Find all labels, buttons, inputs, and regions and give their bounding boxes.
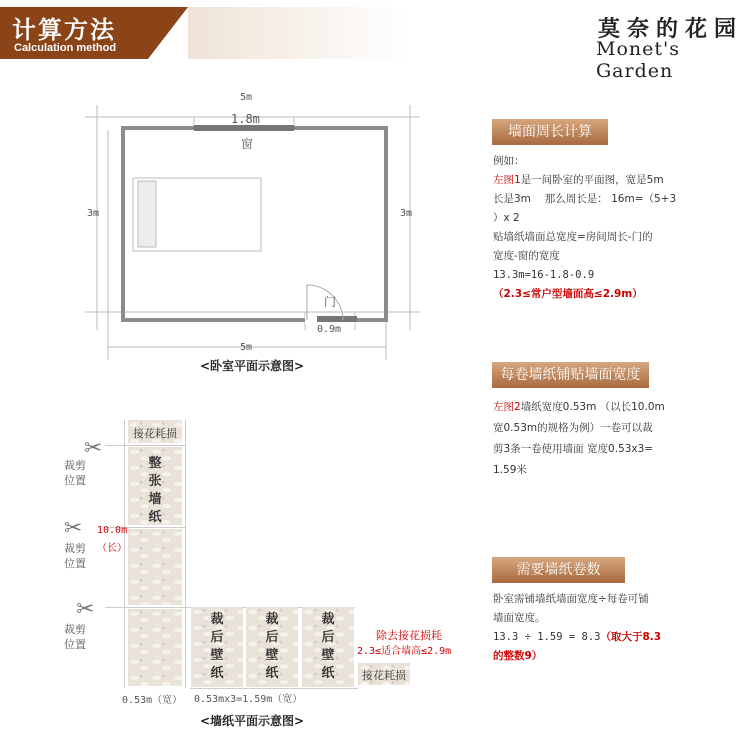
perimeter-line-6: 宽度-窗的宽度 <box>493 250 560 262</box>
perimeter-line-3: 长是3m 那么周长是： 16m=（5+3 <box>493 193 677 205</box>
wallpaper-plan-caption: <墙纸平面示意图> <box>200 714 305 728</box>
perimeter-line-5: 贴墙纸墙面总宽度=房间周长-门的 <box>493 231 653 243</box>
cut-text-3: 裁剪位置 <box>64 623 86 651</box>
window-width: 1.8m <box>231 112 260 126</box>
strip1-char-3: 壁 <box>210 648 224 663</box>
roll-length-sub: （长） <box>97 543 127 554</box>
page-subtitle: Calculation method <box>14 42 117 54</box>
strip1-char-2: 后 <box>210 630 224 645</box>
whole-roll-label <box>128 455 182 527</box>
cut-strip-1-label <box>191 611 243 683</box>
rolls-line-2: 墙面宽度。 <box>493 612 546 624</box>
section-rolls-needed-text <box>493 590 661 666</box>
rolls-line-1: 卧室需铺墙纸墙面宽度÷每卷可铺 <box>493 593 649 605</box>
section-perimeter-button: 墙面周长计算 <box>492 119 608 145</box>
perimeter-line-1: 例如： <box>493 155 525 167</box>
strip1-char-4: 纸 <box>210 666 224 681</box>
cut-strip-2-label <box>246 611 298 683</box>
whole-char-1: 整 <box>148 456 162 471</box>
cut-position-label-3 <box>60 622 90 652</box>
roll-width-label: 0.53m（宽） <box>122 695 183 706</box>
scissors-icon: ✂ <box>64 516 83 541</box>
whole-char-4: 纸 <box>148 510 162 525</box>
scissors-icon: ✂ <box>76 597 95 622</box>
cut-position-label-2 <box>60 541 90 571</box>
header-banner-tip <box>148 7 188 59</box>
room-plan-caption: <卧室平面示意图> <box>200 359 305 373</box>
roll-line-2: 宽0.53m的规格为例）一卷可以裁 <box>493 422 653 434</box>
cut-text-1: 裁剪位置 <box>64 459 86 487</box>
perimeter-line-7: 13.3m=16-1.8-0.9 <box>493 269 595 281</box>
pillow <box>138 181 156 247</box>
room-bottom-width: 5m <box>240 342 253 353</box>
wall-height-range: 2.3≤适合墙高≤2.9m <box>357 646 452 657</box>
roll-segment-2 <box>128 529 182 605</box>
strip1-char-1: 裁 <box>210 612 224 627</box>
roll-length-label: 10.0m <box>97 525 128 536</box>
section-rolls-needed-button: 需要墙纸卷数 <box>492 557 625 583</box>
perimeter-line-2 <box>493 171 676 190</box>
top-loss-label: 接花耗损 <box>133 427 177 440</box>
rolls-formula: 13.3 ÷ 1.59 = 8.3 <box>493 631 601 643</box>
door-mark <box>317 316 357 322</box>
perimeter-line-4: ）x 2 <box>493 212 520 224</box>
rolls-line-3 <box>493 628 661 647</box>
roll-line-3: 剪3条一卷使用墙面 宽度0.53x3= <box>493 443 654 455</box>
roll-left-guide <box>124 420 125 688</box>
door-label: 门 <box>324 295 337 309</box>
section-perimeter-text <box>493 152 676 304</box>
strip2-char-3: 壁 <box>265 648 279 663</box>
brand-logo-cn: 莫奈的花园 <box>598 16 744 42</box>
rolls-result-b: 的整数9） <box>493 650 543 662</box>
scissors-icon: ✂ <box>84 436 103 461</box>
room-top-width: 5m <box>240 92 253 103</box>
figure2-ref: 左图2 <box>493 401 521 413</box>
strip2-char-4: 纸 <box>265 666 279 681</box>
roll-segment-3 <box>128 609 182 686</box>
whole-char-2: 张 <box>148 474 162 489</box>
whole-char-3: 墙 <box>148 492 162 507</box>
page-title: 计算方法 <box>12 16 116 44</box>
roll-line-1 <box>493 397 665 418</box>
total-width-label: 0.53mx3=1.59m（宽） <box>194 694 303 705</box>
section-roll-width-button: 每卷墙纸铺贴墙面宽度 <box>492 362 649 388</box>
roll-line-1-rest: 墙纸宽度0.53m （以长10.0m <box>520 401 665 413</box>
brand-logo-en: Monet's Garden <box>596 38 680 82</box>
room-left-height: 3m <box>87 208 100 219</box>
strip3-char-4: 纸 <box>321 666 335 681</box>
strip2-char-1: 裁 <box>265 612 279 627</box>
cut-line-1 <box>105 445 185 446</box>
header-fade <box>188 7 408 59</box>
section-roll-width-text <box>493 397 665 481</box>
room-right-height: 3m <box>400 208 413 219</box>
bottom-loss-label: 接花耗损 <box>362 669 406 682</box>
cut-position-label-1 <box>60 458 90 488</box>
cut-text-2: 裁剪位置 <box>64 542 86 570</box>
strip3-char-2: 后 <box>321 630 335 645</box>
perimeter-line-2-rest: 是一间卧室的平面图，宽是5m <box>520 174 664 186</box>
strip2-char-2: 后 <box>265 630 279 645</box>
cut-strip-3-label <box>302 611 354 683</box>
perimeter-wall-height-note: （2.3≤常户型墙面高≤2.9m） <box>493 288 643 300</box>
door-width: 0.9m <box>317 324 342 335</box>
remove-loss-note: 除去接花损耗 <box>376 629 442 642</box>
window-label: 窗 <box>241 137 254 151</box>
strip3-char-1: 裁 <box>321 612 335 627</box>
figure1-ref: 左图1 <box>493 174 521 186</box>
rolls-result-a: （取大于8.3 <box>600 631 662 643</box>
strip-base-line <box>190 688 358 689</box>
roll-right-guide <box>185 420 186 688</box>
strip3-char-3: 壁 <box>321 648 335 663</box>
roll-line-4: 1.59米 <box>493 464 527 476</box>
